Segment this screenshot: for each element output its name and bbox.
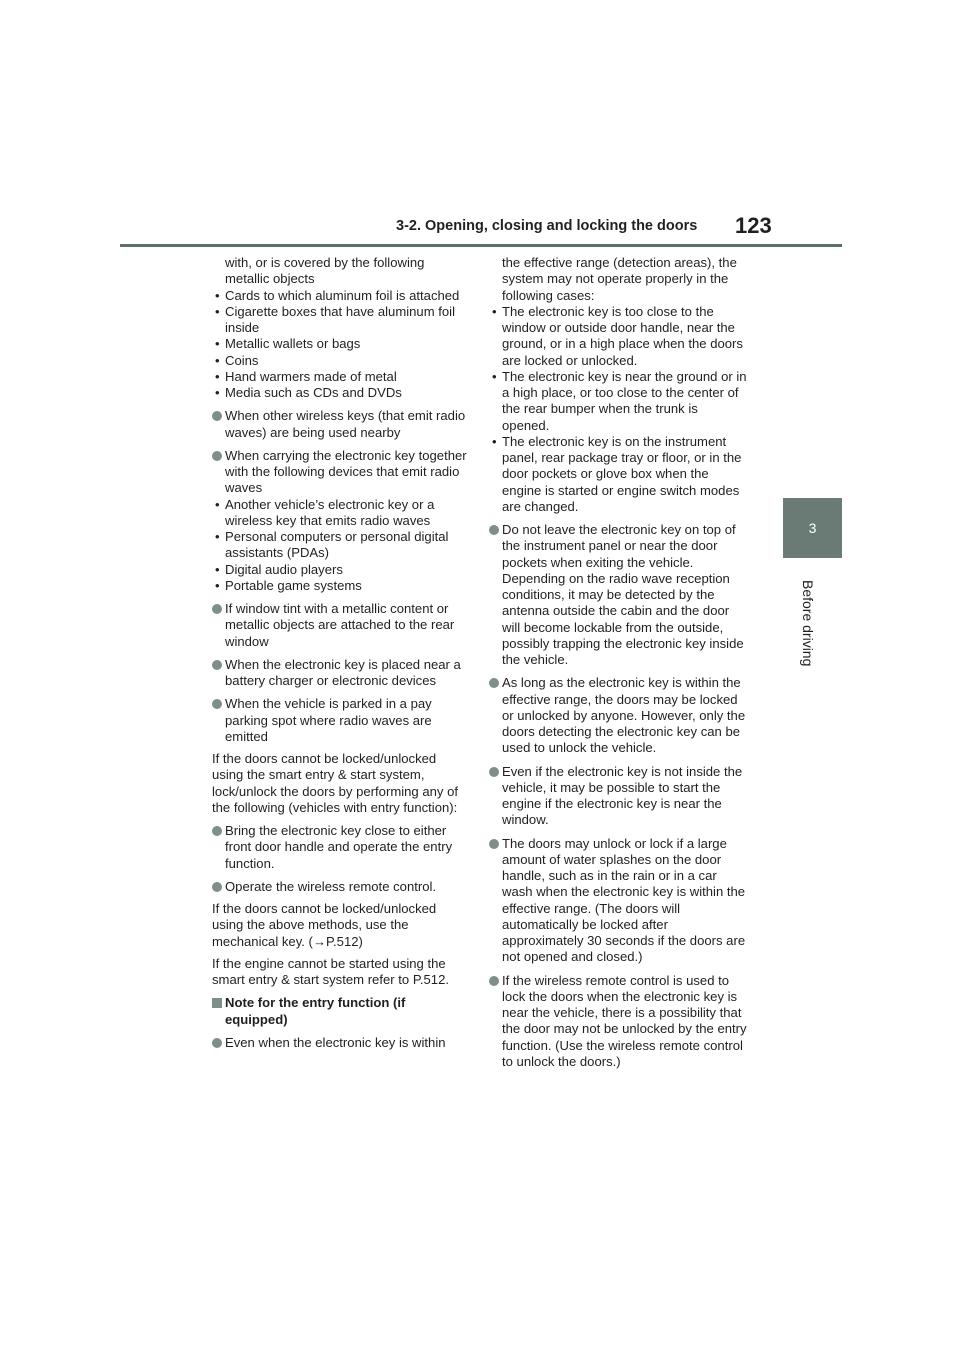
circle-bullet-icon [212,826,222,836]
bullet-item [489,836,747,966]
sub-list-item: • Another vehicle’s electronic key or a wireless key that emits radio waves [212,497,470,530]
circle-bullet-icon [489,767,499,777]
bullet-item [489,522,747,668]
subsection-heading [212,995,470,1028]
bullet-text: The doors may unlock or lock if a large amount of water splashes on the door handle, such as in the rain or in a car wash when the electronic key is within the effective range. (The doors will automatically be locked after approximately 30 seconds if the doors are not opened and closed.) [502,835,746,965]
bullet-text: Operate the wireless remote control. [225,878,437,894]
circle-bullet-icon [212,1038,222,1048]
sub-list-item: • Media such as CDs and DVDs [212,385,470,401]
circle-bullet-icon [212,699,222,709]
bullet-text: Do not leave the electronic key on top of the instrument panel or near the door pockets when exiting the vehicle. Depending on the radio wave reception conditions, it may be detected by the antenna outside the cabin and the door will become lockable from the outside, possibly trapping the electronic key inside the vehicle. [502,522,744,667]
sub-list-item: • Metallic wallets or bags [212,336,470,352]
circle-bullet-icon [489,678,499,688]
sub-list-item: • The electronic key is too close to the window or outside door handle, near the ground, or in a high place when the doors are locked or unlocked. [489,304,747,369]
chapter-label: Before driving [800,580,816,667]
bullet-item [212,408,470,441]
continued-text: with, or is covered by the following metallic objects [225,255,425,287]
square-bullet-icon [212,998,222,1008]
heading-text: Note for the entry function (if equipped) [225,995,406,1027]
sub-list-item: • The electronic key is near the ground or in a high place, or too close to the center of the rear bumper when the trunk is opened. [489,369,747,434]
sub-list-item: • Cards to which aluminum foil is attached [212,288,470,304]
sub-list-item: • Digital audio players [212,562,470,578]
bullet-item [212,823,470,872]
bullet-text: When the vehicle is parked in a pay parking spot where radio waves are emitted [225,696,432,744]
bullet-text: If window tint with a metallic content or metallic objects are attached to the rear window [225,601,455,649]
right-column [489,255,747,1070]
bullet-item [489,764,747,829]
bullet-item [489,973,747,1071]
bullet-text: When carrying the electronic key together with the following devices that emit radio waves [225,447,467,496]
bullet-text: When the electronic key is placed near a battery charger or electronic devices [225,656,461,688]
bullet-text: As long as the electronic key is within the effective range, the doors may be locked or unlocked by anyone. However, only the doors detecting the electronic key can be used to unlock the vehicle. [502,675,746,756]
circle-bullet-icon [212,882,222,892]
circle-bullet-icon [489,839,499,849]
sub-list-item: • Coins [212,353,470,369]
chapter-number: 3 [808,520,817,536]
bullet-text: When other wireless keys (that emit radio waves) are being used nearby [225,408,466,440]
sub-list-item: • Hand warmers made of metal [212,369,470,385]
continued-text: the effective range (detection areas), the system may not operate properly in the following cases: [502,255,737,303]
bullet-text: Even when the electronic key is within [225,1034,446,1050]
sub-list-item: • Portable game systems [212,578,470,594]
bullet-item [212,601,470,650]
bullet-text: Bring the electronic key close to either front door handle and operate the entry function. [225,823,453,871]
left-column [212,255,470,1051]
body-paragraph: If the doors cannot be locked/unlocked using the above methods, use the mechanical key. (→P.512) [212,901,437,949]
sub-list-item: • The electronic key is on the instrument panel, rear package tray or floor, or in the door pockets or glove box when the engine is started or engine switch modes are changed. [489,434,747,515]
bullet-item [212,1035,470,1051]
bullet-item [212,448,470,497]
sub-list-item: • Personal computers or personal digital assistants (PDAs) [212,529,470,562]
section-title: 3-2. Opening, closing and locking the doors [396,218,698,234]
circle-bullet-icon [212,604,222,614]
bullet-item [489,675,747,756]
circle-bullet-icon [489,976,499,986]
page-number: 123 [735,213,772,238]
sub-list-item: • Cigarette boxes that have aluminum foil inside [212,304,470,337]
bullet-text: If the wireless remote control is used to lock the doors when the electronic key is near the vehicle, there is a possibility that the door may not be unlocked by the entry function. (Use the wireless remote control to unlock the doors.) [502,972,747,1069]
chapter-tab [783,498,842,558]
header-rule [120,244,842,247]
body-paragraph: If the engine cannot be started using the smart entry & start system refer to P.512. [212,955,449,987]
circle-bullet-icon [489,525,499,535]
circle-bullet-icon [212,451,222,461]
circle-bullet-icon [212,660,222,670]
bullet-text: Even if the electronic key is not inside the vehicle, it may be possible to start the engine if the electronic key is near the window. [502,763,743,828]
circle-bullet-icon [212,411,222,421]
body-paragraph: If the doors cannot be locked/unlocked using the smart entry & start system, lock/unlock the doors by performing any of the following (vehicles with entry function): [212,751,459,815]
bullet-item [212,657,470,690]
bullet-item [212,879,470,895]
bullet-item [212,696,470,745]
